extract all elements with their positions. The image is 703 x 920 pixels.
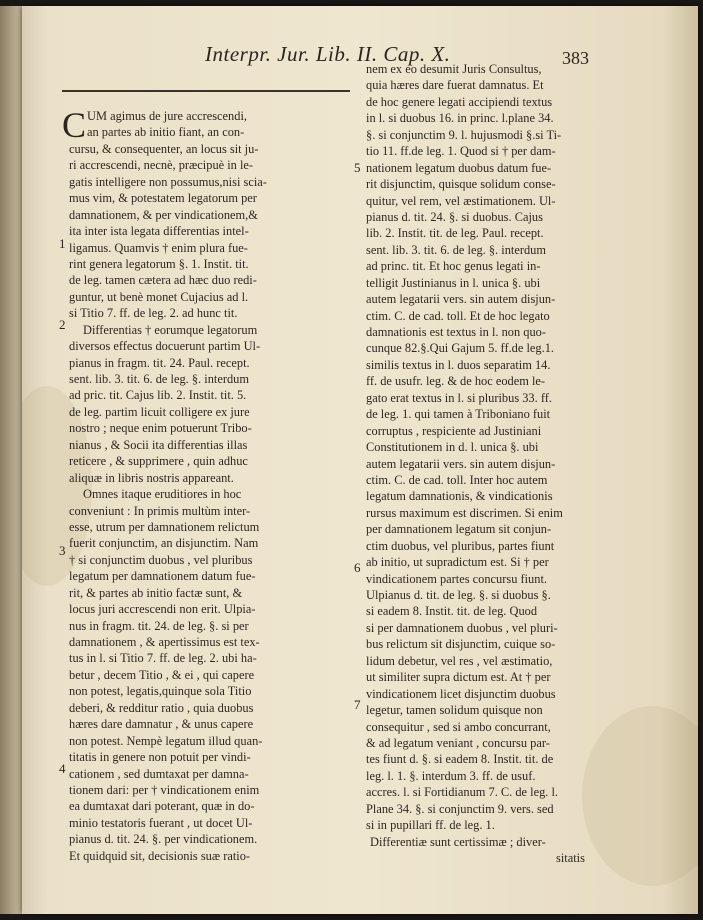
- text-line: gato erat textus in l. si pluribus 33. ff.: [366, 390, 552, 405]
- text-line: per damnationem legatum sit conjun-: [366, 522, 552, 537]
- text-line: de leg. partim licuit colligere ex jure: [69, 404, 250, 419]
- text-line: nationem legatum duobus datum fue-: [366, 160, 552, 175]
- text-line: Differentias † eorumque legatorum: [83, 322, 258, 337]
- text-line: locus juri accrescendi non erit. Ulpia-: [69, 602, 256, 617]
- text-line: si eadem 8. Instit. tit. de leg. Quod: [366, 604, 538, 619]
- text-line: ff. de usufr. leg. & de hoc eodem le-: [366, 374, 546, 389]
- text-line: guntur, ut benè monet Cujacius ad l.: [69, 289, 249, 304]
- paper-stain: [582, 706, 698, 886]
- text-line: gatis intelligere non possumus,nisi scia-: [69, 174, 267, 189]
- text-line: legatum damnationis, & vindicationis: [366, 489, 553, 504]
- text-line: ab initio, ut supradictum est. Si † per: [366, 555, 549, 570]
- text-line: quitur, vel rem, vel æstimationem. Ul-: [366, 193, 556, 208]
- text-line: sent. lib. 3. tit. 6. de leg. §. interdum: [366, 242, 546, 257]
- text-line: fuerit conjunctim, an disjunctim. Nam: [69, 536, 259, 551]
- text-line: Constitutionem in d. l. unica §. ubi: [366, 440, 539, 455]
- text-line: damnationem , & apertissimus est tex-: [69, 635, 260, 649]
- margin-number: 1: [59, 236, 66, 251]
- text-line: nus in fragm. tit. 24. de leg. §. si per: [69, 618, 249, 633]
- margin-number: 4: [59, 761, 66, 776]
- left-text-column: [69, 108, 267, 864]
- text-line: tionem dari: per † vindicationem enim: [69, 782, 260, 797]
- text-line: §. si conjunctim 9. l. hujusmodi §.si Ti-: [366, 127, 562, 142]
- text-line: ctim. C. de cad. toll. Et de hoc legato: [366, 308, 550, 323]
- text-line: UM agimus de jure accrescendi,: [87, 109, 247, 123]
- text-line: de hoc genere legati accipiendi textus: [366, 94, 553, 109]
- text-line: ea dumtaxat dari poterant, quæ in do-: [69, 799, 255, 814]
- text-line: vindicationem partes concursu fiunt.: [366, 571, 547, 586]
- text-line: tus in l. si Titio 7. ff. de leg. 2. ubi ha-: [69, 651, 257, 666]
- text-line: telligit Justinianus in l. unica §. ubi: [366, 275, 541, 290]
- text-line: legetur, tamen solidum quisque non: [366, 703, 543, 718]
- text-line: ctim duobus, vel pluribus, partes fiunt: [366, 538, 555, 553]
- text-line: vindicationem licet disjunctim duobus: [366, 686, 556, 701]
- text-line: autem legatarii vers. sin autem disjun-: [366, 292, 556, 307]
- text-line: leg. l. 1. §. interdum 3. ff. de usuf.: [366, 768, 536, 783]
- text-line: † si conjunctim duobus , vel pluribus: [69, 552, 253, 567]
- text-line: cationem , sed dumtaxat per damna-: [69, 766, 249, 781]
- text-line: autem legatarii vers. sin autem disjun-: [366, 456, 556, 471]
- text-line: an partes ab initio fiant, an con-: [87, 125, 245, 140]
- drop-capital: C: [62, 105, 87, 145]
- text-line: rursus maximum est discrimen. Si enim: [366, 505, 563, 520]
- margin-number: 3: [59, 543, 66, 558]
- text-line: nianus , & Socii ita differentias illas: [69, 437, 248, 452]
- text-line: Differentiæ sunt certissimæ ; diver-: [370, 834, 546, 849]
- text-line: sent. lib. 3. tit. 6. de leg. §. interdum: [69, 372, 249, 386]
- text-line: pianus d. tit. 24. §. per vindicationem.: [69, 832, 258, 847]
- text-line: bus relictum sit disjunctim, cuique so-: [366, 637, 556, 652]
- text-line: si Titio 7. ff. de leg. 2. ad hunc tit.: [69, 306, 238, 321]
- text-line: minio testatoris fuerant , ut docet Ul-: [69, 815, 253, 830]
- text-line: lidum debetur, vel res , vel æstimatio,: [366, 653, 553, 668]
- text-line: rit, & partes ab initio factæ sunt, &: [69, 585, 243, 600]
- text-line: si per damnationem duobus , vel pluri-: [366, 620, 558, 635]
- text-line: de leg. 1. qui tamen à Triboniano fuit: [366, 407, 551, 422]
- text-line: legatum per damnationem datum fue-: [69, 569, 256, 584]
- text-line: Plane 34. §. si conjunctim 9. vers. sed: [366, 801, 554, 816]
- text-line: tes fiunt d. §. si eadem 8. Instit. tit. de: [366, 752, 554, 767]
- text-line: rit disjunctim, quisque solidum conse-: [366, 177, 556, 192]
- text-line: pianus in fragm. tit. 24. Paul. recept.: [69, 355, 250, 370]
- text-line: conveniunt : In primis multùm inter-: [69, 503, 251, 518]
- text-line: nostro ; neque enim potuerunt Tribo-: [69, 421, 252, 436]
- margin-number: 2: [59, 317, 66, 332]
- text-line: ligamus. Quamvis † enim plura fue-: [69, 240, 248, 255]
- text-line: corruptus , respiciente ad Justiniani: [366, 423, 542, 438]
- text-line: cunque 82.§.Qui Gajum 5. ff.de leg.1.: [366, 341, 555, 356]
- text-line: ctim. C. de cad. toll. Inter hoc autem: [366, 472, 548, 487]
- text-line: Et quidquid sit, decisionis suæ ratio-: [69, 848, 251, 863]
- text-line: ut similiter supra dictum est. At † per: [366, 670, 551, 685]
- text-line: non potest, legatis,quinque sola Titio: [69, 684, 252, 699]
- text-line: reticere , & supprimere , quin adhuc: [69, 454, 248, 469]
- text-line: non potest. Nempè legatum illud quan-: [69, 733, 263, 748]
- right-text-column: [366, 61, 585, 866]
- text-line: pianus d. tit. 24. §. si duobus. Cajus: [366, 209, 543, 224]
- text-line: sitatis: [556, 851, 585, 865]
- text-line: damnationem, & per vindicationem,&: [69, 207, 258, 222]
- text-line: ita inter ista legata differentias intel-: [69, 224, 249, 239]
- text-line: diversos effectus docuerunt partim Ul-: [69, 339, 261, 354]
- header-rule: [62, 90, 350, 92]
- running-head: Interpr. Jur. Lib. II. Cap. X.: [205, 42, 451, 66]
- text-line: rint genera legatorum §. 1. Instit. tit.: [69, 256, 249, 271]
- text-line: tio 11. ff.de leg. 1. Quod si † per dam-: [366, 144, 556, 159]
- book-spine: [0, 6, 24, 914]
- text-line: aliquæ in libris nostris appareant.: [69, 470, 234, 485]
- margin-number: 7: [354, 697, 361, 712]
- text-line: ad pric. tit. Cajus lib. 2. Instit. tit. 5.: [69, 388, 247, 403]
- text-line: ri accrescendi, necnè, præcipuè in le-: [69, 158, 254, 173]
- text-line: deberi, & redditur ratio , quia duobus: [69, 700, 254, 715]
- text-line: cursu, & consequenter, an locus sit ju-: [69, 141, 259, 156]
- text-line: Omnes itaque eruditiores in hoc: [83, 487, 242, 502]
- text-line: consequitur , sed si ambo concurrant,: [366, 719, 551, 734]
- text-line: ad princ. tit. Et hoc genus legati in-: [366, 259, 541, 274]
- text-line: & ad legatum veniant , concursu par-: [366, 735, 550, 750]
- text-line: hæres dare damnatur , & unus capere: [69, 717, 254, 732]
- margin-number: 6: [354, 560, 361, 575]
- text-line: titatis in genere non potuit per vindi-: [69, 750, 251, 765]
- margin-number: 5: [354, 160, 361, 175]
- text-line: nem ex eo desumit Juris Consultus,: [366, 62, 542, 76]
- text-line: accres. l. si Fortidianum 7. C. de leg. l.: [366, 785, 559, 800]
- page-number: 383: [562, 48, 589, 68]
- text-line: similis textus in l. duos separatim 14.: [366, 357, 551, 372]
- text-line: mus vim, & potestatem legatorum per: [69, 191, 257, 206]
- text-line: esse, utrum per damnationem relictum: [69, 519, 260, 534]
- text-line: si in pupillari ff. de leg. 1.: [366, 818, 495, 833]
- text-line: in l. si duobus 16. in princ. l.plane 34.: [366, 111, 554, 126]
- text-line: damnationis est textus in l. non quo-: [366, 325, 546, 339]
- text-line: quia hæres dare fuerat damnatus. Et: [366, 78, 544, 93]
- text-line: lib. 2. Instit. tit. de leg. Paul. recept.: [366, 226, 544, 241]
- text-line: Ulpianus d. tit. de leg. §. si duobus §.: [366, 588, 551, 602]
- text-line: betur , decem Titio , & ei , qui capere: [69, 667, 255, 682]
- text-line: de leg. tamen cætera ad hæc duo redi-: [69, 273, 257, 288]
